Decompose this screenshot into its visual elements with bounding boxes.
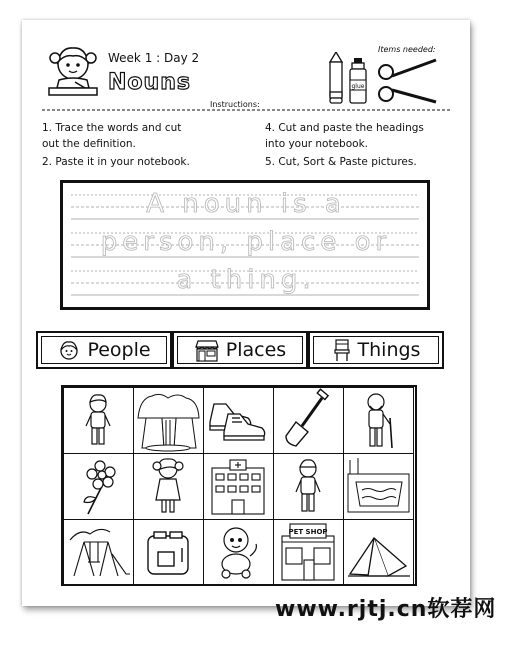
heading-places bbox=[172, 331, 308, 369]
picture-flower bbox=[63, 453, 134, 520]
heading-people bbox=[36, 331, 172, 369]
week-day-label: Week 1 : Day 2 bbox=[108, 51, 200, 65]
picture-playground bbox=[63, 519, 134, 586]
instructions-label: Instructions: bbox=[207, 100, 263, 109]
page-title: Nouns bbox=[108, 70, 191, 95]
step-1-line-1: 1. Trace the words and cut bbox=[42, 122, 182, 134]
step-4-line-1: 4. Cut and paste the headings bbox=[265, 122, 424, 134]
picture-sneakers bbox=[203, 387, 274, 454]
watermark: www.rjtj.cn软荐网 bbox=[275, 597, 497, 622]
picture-sort-grid bbox=[61, 385, 417, 586]
picture-boy bbox=[63, 387, 134, 454]
glue-icon bbox=[350, 58, 366, 103]
step-2: 2. Paste it in your notebook. bbox=[42, 156, 190, 168]
svg-text:PET SHOP: PET SHOP bbox=[288, 528, 328, 536]
storefront-icon bbox=[194, 338, 220, 362]
heading-things bbox=[308, 331, 444, 369]
picture-waterfall bbox=[133, 387, 204, 454]
heading-things-label: Things bbox=[357, 339, 421, 361]
picture-swimming-pool bbox=[343, 453, 414, 520]
pencil-icon bbox=[330, 52, 342, 103]
picture-girl bbox=[133, 453, 204, 520]
picture-hospital bbox=[203, 453, 274, 520]
picture-tent bbox=[343, 519, 414, 586]
step-1-line-2: out the definition. bbox=[42, 138, 136, 150]
girl-writing-icon bbox=[45, 42, 101, 100]
picture-shovel bbox=[273, 387, 344, 454]
picture-toaster bbox=[133, 519, 204, 586]
worksheet-page bbox=[22, 20, 470, 606]
scissors-icon bbox=[379, 60, 436, 102]
heading-places-label: Places bbox=[225, 339, 287, 361]
chair-icon bbox=[332, 338, 352, 362]
tracing-definition-box bbox=[60, 180, 430, 310]
trace-line-2: person, place or bbox=[100, 227, 392, 257]
picture-boy-2 bbox=[273, 453, 344, 520]
items-needed-label: Items needed: bbox=[378, 45, 436, 54]
picture-baby bbox=[203, 519, 274, 586]
trace-line-1: A noun is a bbox=[146, 189, 346, 219]
step-5: 5. Cut, Sort & Paste pictures. bbox=[265, 156, 417, 168]
girl-face-icon bbox=[57, 338, 81, 362]
trace-line-3: a thing. bbox=[176, 265, 316, 295]
supplies-icons bbox=[324, 52, 446, 106]
step-4-line-2: into your notebook. bbox=[265, 138, 368, 150]
picture-pet-shop bbox=[273, 519, 344, 586]
heading-people-label: People bbox=[87, 339, 151, 361]
svg-text:glue: glue bbox=[351, 83, 365, 90]
picture-grandpa bbox=[343, 387, 414, 454]
